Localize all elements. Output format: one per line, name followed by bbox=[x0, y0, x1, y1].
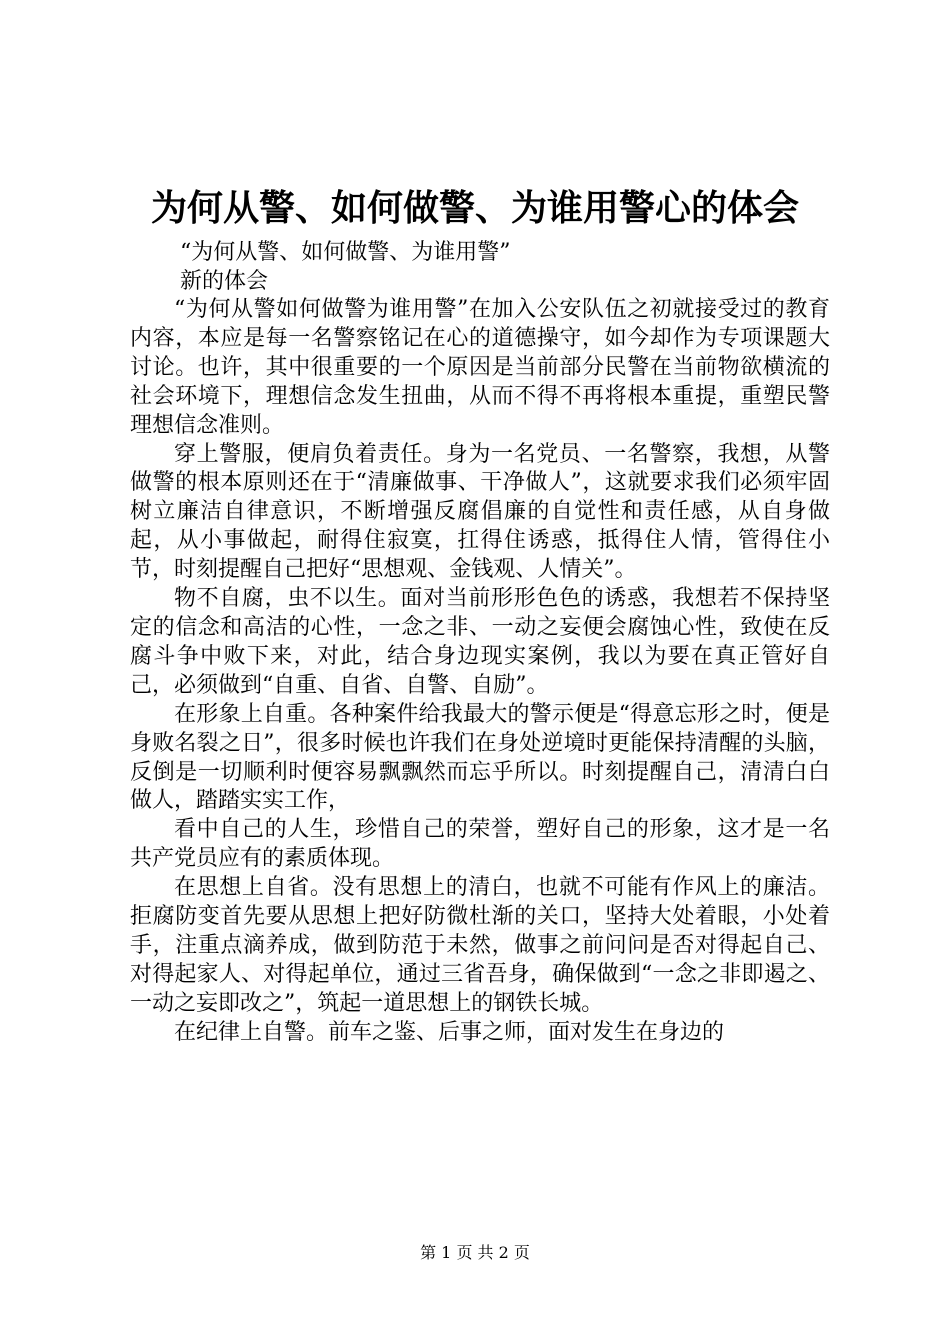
document-title: 为何从警、如何做警、为谁用警心的体会 bbox=[150, 188, 799, 229]
subtitle-line-2: 新的体会 bbox=[180, 269, 269, 294]
page-footer: 第 1 页 共 2 页 bbox=[420, 1243, 530, 1262]
body-paragraph: 穿上警服，便肩负着责任。身为一名党员、一名警察，我想，从警做警的根本原则还在于“清廉做事、干净做人”，这就要求我们必须牢固树立廉洁自律意识，不断增强反腐倡廉的自觉性和责任感，从自身做起，从小事做起，耐得住寂寞，扛得住诱惑，抵得住人情，管得住小节，时刻提醒自己把好“思想观、金钱观、人情关”。 bbox=[130, 441, 830, 583]
body-paragraph: 在形象上自重。各种案件给我最大的警示便是“得意忘形之时，便是身败名裂之日”，很多时候也许我们在身处逆境时更能保持清醒的头脑，反倒是一切顺利时便容易飘飘然而忘乎所以。时刻提醒自己，清清白白做人，踏踏实实工作， bbox=[130, 701, 830, 814]
body-paragraph: 看中自己的人生，珍惜自己的荣誉，塑好自己的形象，这才是一名共产党员应有的素质体现。 bbox=[130, 817, 830, 872]
body-paragraph: “为何从警如何做警为谁用警”在加入公安队伍之初就接受过的教育内容，本应是每一名警察铭记在心的道德操守，如今却作为专项课题大讨论。也许，其中很重要的一个原因是当前部分民警在当前物欲横流的社会环境下，理想信念发生扭曲，从而不得不再将根本重提，重塑民警理想信念准则。 bbox=[130, 297, 830, 438]
document-body bbox=[130, 296, 830, 1048]
body-paragraph: 物不自腐，虫不以生。面对当前形形色色的诱惑，我想若不保持坚定的信念和高洁的心性，一念之非、一动之妄便会腐蚀心性，致使在反腐斗争中败下来，对此，结合身边现实案例，我以为要在真正管好自己，必须做到“自重、自省、自警、自励”。 bbox=[130, 586, 830, 698]
body-paragraph: 在思想上自省。没有思想上的清白，也就不可能有作风上的廉洁。拒腐防变首先要从思想上把好防微杜渐的关口，坚持大处着眼，小处着手，注重点滴养成，做到防范于未然，做事之前问问是否对得起自己、对得起家人、对得起单位，通过三省吾身，确保做到“一念之非即遏之、一动之妄即改之”，筑起一道思想上的钢铁长城。 bbox=[130, 875, 830, 1016]
subtitle-line-1: “为何从警、如何做警、为谁用警” bbox=[180, 240, 511, 265]
body-paragraph: 在纪律上自警。前车之鉴、后事之师，面对发生在身边的 bbox=[174, 1019, 725, 1045]
